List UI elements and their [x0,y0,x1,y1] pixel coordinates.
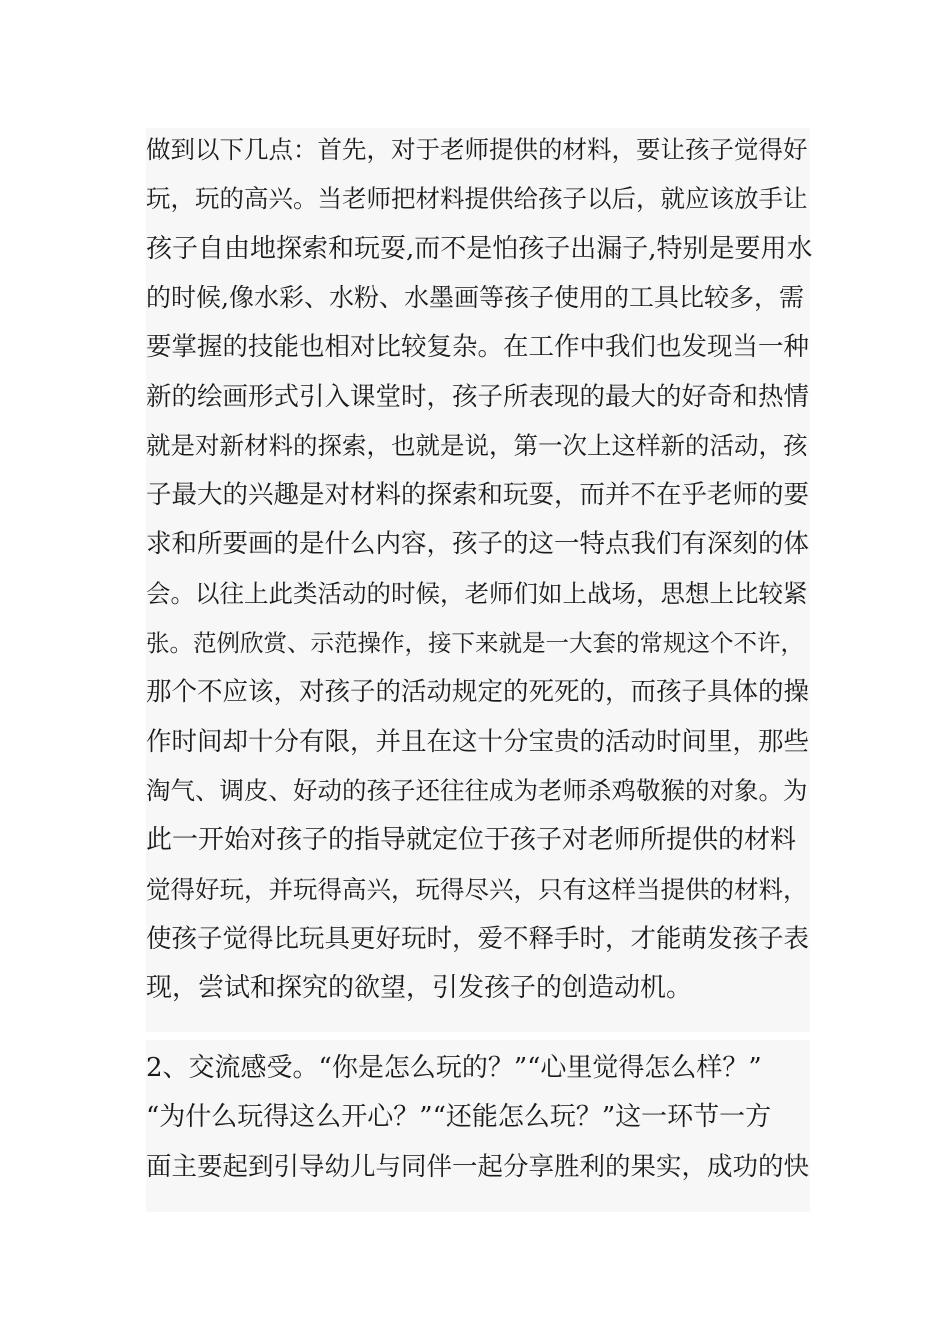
paragraph-1-line: 使孩子觉得比玩具更好玩时，爱不释手时，才能萌发孩子表 [146,924,810,954]
paragraph-1-line: 子最大的兴趣是对材料的探索和玩耍，而并不在乎老师的要 [146,480,810,510]
paragraph-2-line: 2、交流感受。“你是怎么玩的？”“心里觉得怎么样？” [146,1053,762,1083]
paragraph-1-line: 现，尝试和探究的欲望，引发孩子的创造动机。 [146,973,693,1003]
paragraph-1-line: 淘气、调皮、好动的孩子还往往成为老师杀鸡敬猴的对象。为 [146,776,808,805]
paragraph-1-line: 的时候,像水彩、水粉、水墨画等孩子使用的工具比较多，需 [146,283,804,312]
paragraph-1-line: 求和所要画的是什么内容，孩子的这一特点我们有深刻的体 [146,529,810,559]
paragraph-1-line: 此一开始对孩子的指导就定位于孩子对老师所提供的材料 [146,825,797,855]
paragraph-1-line: 张。范例欣赏、示范操作，接下来就是一大套的常规这个不许， [146,629,804,657]
paragraph-1-line: 玩，玩的高兴。当老师把材料提供给孩子以后，就应该放手让 [146,184,808,213]
paragraph-1-line: 新的绘画形式引入课堂时，孩子所表现的最大的好奇和热情 [146,382,810,412]
paragraph-1-line: 做到以下几点：首先，对于老师提供的材料，要让孩子觉得好 [146,135,808,164]
paragraph-1-line: 要掌握的技能也相对比较复杂。在工作中我们也发现当一种 [146,332,810,362]
paragraph-2-line: “为什么玩得这么开心？”“还能怎么玩？”这一环节一方 [146,1102,772,1132]
paragraph-2-line: 面主要起到引导幼儿与同伴一起分享胜利的果实，成功的快 [146,1152,810,1182]
paragraph-1-line: 那个不应该，对孩子的活动规定的死死的，而孩子具体的操 [146,677,810,707]
paragraph-1-line: 作时间却十分有限，并且在这十分宝贵的活动时间里，那些 [146,727,810,757]
paragraph-1-line: 就是对新材料的探索，也就是说，第一次上这样新的活动，孩 [146,431,808,460]
paragraph-1-line: 会。以往上此类活动的时候，老师们如上战场，思想上比较紧 [146,579,808,608]
paragraph-1-line: 觉得好玩，并玩得高兴，玩得尽兴，只有这样当提供的材料， [146,875,808,904]
paragraph-1-line: 孩子自由地探索和玩耍,而不是怕孩子出漏子,特别是要用水 [146,234,813,264]
